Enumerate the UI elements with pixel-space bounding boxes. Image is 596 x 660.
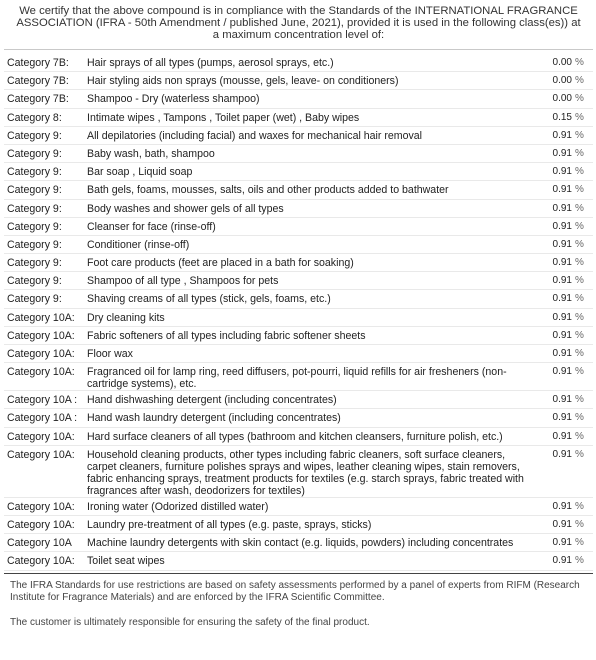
- usage-table: [4, 54, 593, 571]
- category-label: Category 10A:: [7, 555, 75, 568]
- max-concentration-value: 0.00: [552, 75, 572, 87]
- table-row: [4, 109, 593, 127]
- percent-unit: %: [575, 275, 584, 287]
- category-label: Category 10A:: [7, 329, 75, 342]
- max-concentration-value: 0.91: [552, 555, 572, 567]
- max-concentration-value: 0.91: [552, 202, 572, 214]
- category-label: Category 7B:: [7, 75, 69, 88]
- table-row: [4, 363, 593, 391]
- max-concentration-value: 0.91: [552, 147, 572, 159]
- percent-unit: %: [575, 293, 584, 305]
- percent-unit: %: [575, 238, 584, 250]
- product-description: Fabric softeners of all types including fabric softener sheets: [87, 329, 366, 342]
- category-label: Category 10A:: [7, 311, 75, 324]
- table-row: [4, 516, 593, 534]
- max-concentration-value: 0.91: [552, 311, 572, 323]
- table-row: [4, 236, 593, 254]
- max-concentration-value: 0.91: [552, 184, 572, 196]
- category-label: Category 10A:: [7, 448, 75, 461]
- percent-unit: %: [575, 184, 584, 196]
- product-description: Laundry pre-treatment of all types (e.g. paste, sprays, sticks): [87, 518, 372, 531]
- table-row: [4, 163, 593, 181]
- max-concentration-value: 0.15: [552, 111, 572, 123]
- max-concentration-value: 0.91: [552, 412, 572, 424]
- category-label: Category 9:: [7, 257, 62, 270]
- percent-unit: %: [575, 166, 584, 178]
- percent-unit: %: [575, 93, 584, 105]
- category-label: Category 9:: [7, 238, 62, 251]
- percent-unit: %: [575, 257, 584, 269]
- percent-unit: %: [575, 129, 584, 141]
- category-label: Category 9:: [7, 293, 62, 306]
- customer-responsibility-note: The customer is ultimately responsible for ensuring the safety of the final product.: [10, 616, 370, 628]
- product-description: All depilatories (including facial) and waxes for mechanical hair removal: [87, 129, 423, 142]
- product-description: Household cleaning products, other types including fabric cleaners, soft surface cleaners, carpet cleaners, furniture polishes sprays and wipes, leather cleaning wipes, stain removers, fabric enhancing sprays, treatment products for textiles (e.g. starch sprays, fabric treated with fragrances after wash, deodorizers for textiles): [87, 448, 524, 497]
- percent-unit: %: [575, 448, 584, 460]
- percent-unit: %: [575, 430, 584, 442]
- table-row: [4, 409, 593, 427]
- category-label: Category 10A:: [7, 366, 75, 379]
- product-description: Foot care products (feet are placed in a bath for soaking): [87, 257, 354, 270]
- percent-unit: %: [575, 348, 584, 359]
- product-description: Hair sprays of all types (pumps, aerosol sprays, etc.): [87, 57, 334, 69]
- table-row: [4, 345, 593, 363]
- table-row: [4, 54, 593, 72]
- max-concentration-value: 0.00: [552, 93, 572, 105]
- max-concentration-value: 0.91: [552, 275, 572, 287]
- max-concentration-value: 0.91: [552, 518, 572, 530]
- percent-unit: %: [575, 537, 584, 549]
- category-label: Category 10A: [7, 537, 72, 550]
- category-label: Category 9:: [7, 147, 62, 160]
- certification-statement: We certify that the above compound is in compliance with the Standards of the INTERNATIONAL FRAGRANCE ASSOCIATION (IFRA - 50th Amendment / published June, 2021), provided it is used in the following class(es)) at a maximum concentration level of:: [16, 5, 581, 41]
- category-label: Category 10A :: [7, 394, 78, 407]
- max-concentration-value: 0.91: [552, 293, 572, 305]
- product-description: Ironing water (Odorized distilled water): [87, 500, 269, 513]
- ifra-standards-note: The IFRA Standards for use restrictions are based on safety assessments performed by a panel of experts from RIFM (Research Institute for Fragrance Materials) and are enforced by the IFRA Scientific Committee.: [10, 579, 580, 603]
- percent-unit: %: [575, 555, 584, 567]
- max-concentration-value: 0.91: [552, 329, 572, 341]
- product-description: Body washes and shower gels of all types: [87, 202, 284, 215]
- table-row: [4, 498, 593, 516]
- table-row: [4, 145, 593, 163]
- percent-unit: %: [575, 220, 584, 232]
- percent-unit: %: [575, 75, 584, 87]
- max-concentration-value: 0.91: [552, 448, 572, 460]
- product-description: Hand dishwashing detergent (including concentrates): [87, 394, 337, 407]
- percent-unit: %: [575, 111, 584, 123]
- table-row: [4, 552, 593, 570]
- table-row: [4, 200, 593, 218]
- max-concentration-value: 0.91: [552, 238, 572, 250]
- product-description: Dry cleaning kits: [87, 311, 165, 324]
- product-description: Baby wash, bath, shampoo: [87, 147, 215, 160]
- product-description: Fragranced oil for lamp ring, reed diffusers, pot-pourri, liquid refills for air fresheners (non-cartridge systems), etc.: [87, 366, 507, 391]
- product-description: Hand wash laundry detergent (including concentrates): [87, 412, 341, 425]
- table-row: [4, 391, 593, 409]
- category-label: Category 9:: [7, 184, 62, 197]
- category-label: Category 10A:: [7, 348, 75, 360]
- category-label: Category 10A:: [7, 500, 75, 513]
- percent-unit: %: [575, 147, 584, 159]
- category-label: Category 7B:: [7, 93, 69, 106]
- max-concentration-value: 0.91: [552, 500, 572, 512]
- product-description: Machine laundry detergents with skin contact (e.g. liquids, powders) including concentrates: [87, 537, 514, 550]
- table-row: [4, 72, 593, 90]
- product-description: Hair styling aids non sprays (mousse, gels, leave- on conditioners): [87, 75, 399, 88]
- percent-unit: %: [575, 394, 584, 406]
- percent-unit: %: [575, 202, 584, 214]
- category-label: Category 9:: [7, 220, 62, 233]
- product-description: Bath gels, foams, mousses, salts, oils and other products added to bathwater: [87, 184, 449, 197]
- table-row: [4, 90, 593, 108]
- percent-unit: %: [575, 500, 584, 512]
- category-label: Category 8:: [7, 111, 62, 124]
- table-row: [4, 309, 593, 327]
- max-concentration-value: 0.91: [552, 348, 572, 359]
- table-row: [4, 218, 593, 236]
- max-concentration-value: 0.00: [552, 57, 572, 68]
- product-description: Intimate wipes , Tampons , Toilet paper (wet) , Baby wipes: [87, 111, 360, 124]
- table-row: [4, 290, 593, 308]
- max-concentration-value: 0.91: [552, 537, 572, 549]
- table-row: [4, 534, 593, 552]
- percent-unit: %: [575, 518, 584, 530]
- percent-unit: %: [575, 57, 584, 68]
- max-concentration-value: 0.91: [552, 220, 572, 232]
- footer-notes: [4, 574, 593, 629]
- percent-unit: %: [575, 366, 584, 378]
- table-row: [4, 127, 593, 145]
- category-label: Category 10A:: [7, 518, 75, 531]
- table-row: [4, 327, 593, 345]
- max-concentration-value: 0.91: [552, 394, 572, 406]
- product-description: Floor wax: [87, 348, 133, 360]
- product-description: Shampoo - Dry (waterless shampoo): [87, 93, 260, 106]
- category-label: Category 9:: [7, 129, 62, 142]
- max-concentration-value: 0.91: [552, 366, 572, 378]
- table-row: [4, 428, 593, 446]
- percent-unit: %: [575, 412, 584, 424]
- product-description: Bar soap , Liquid soap: [87, 166, 193, 179]
- category-label: Category 9:: [7, 202, 62, 215]
- header-divider: [4, 49, 593, 50]
- category-label: Category 10A :: [7, 412, 78, 425]
- table-row: [4, 181, 593, 199]
- product-description: Conditioner (rinse-off): [87, 238, 190, 251]
- max-concentration-value: 0.91: [552, 430, 572, 442]
- product-description: Toilet seat wipes: [87, 555, 165, 568]
- product-description: Shaving creams of all types (stick, gels, foams, etc.): [87, 293, 331, 306]
- table-row: [4, 272, 593, 290]
- category-label: Category 7B:: [7, 57, 69, 69]
- category-label: Category 9:: [7, 166, 62, 179]
- max-concentration-value: 0.91: [552, 166, 572, 178]
- product-description: Cleanser for face (rinse-off): [87, 220, 216, 233]
- product-description: Hard surface cleaners of all types (bathroom and kitchen cleansers, furniture polish, etc.): [87, 430, 503, 443]
- table-row: [4, 446, 593, 498]
- max-concentration-value: 0.91: [552, 129, 572, 141]
- table-row: [4, 254, 593, 272]
- percent-unit: %: [575, 329, 584, 341]
- category-label: Category 10A:: [7, 430, 75, 443]
- product-description: Shampoo of all type , Shampoos for pets: [87, 275, 279, 288]
- max-concentration-value: 0.91: [552, 257, 572, 269]
- percent-unit: %: [575, 311, 584, 323]
- category-label: Category 9:: [7, 275, 62, 288]
